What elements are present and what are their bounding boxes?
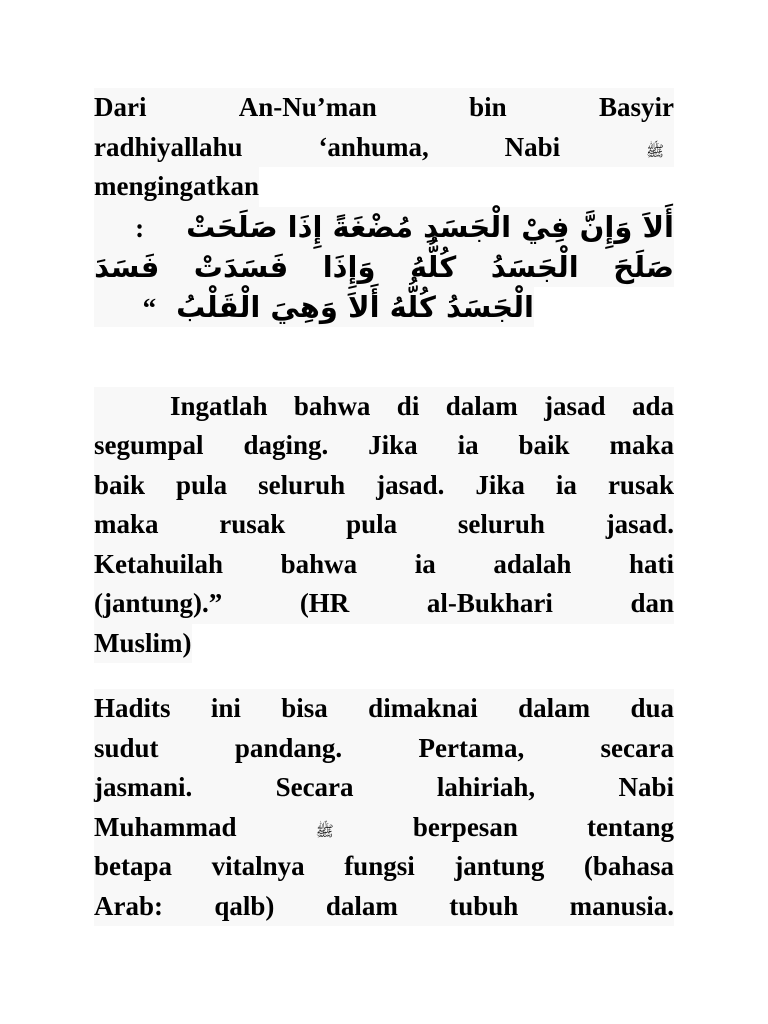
word: Ketahuilah [94,548,224,579]
arabic-line [94,247,674,287]
word: An-Nu’man [238,92,377,122]
word: bahwa [280,548,358,579]
honorific-symbol: ﷺ [645,141,665,160]
text-line [94,545,674,585]
word: pandang. [234,732,343,763]
word: jasad. [605,509,674,539]
word: (jantung).” [94,588,223,618]
word: Nabi [504,131,561,162]
word: dua [630,693,674,723]
word: vitalnya [211,851,305,881]
text-line [94,128,674,168]
word: mengingatkan [94,167,259,207]
paragraph-explanation [94,689,674,926]
word: jasad. [376,469,445,500]
arabic-word: كُلُّهُ [409,249,457,284]
text-line [94,584,674,624]
word: pula [176,469,228,500]
arabic-line [94,287,534,327]
word: dalam [518,693,591,723]
word: jasmani. [94,772,193,802]
word: di [396,390,420,421]
word: lahiriah, [436,772,536,802]
text-line [94,387,674,427]
word: maka [609,430,674,460]
word: berpesan [412,811,518,842]
text-line [94,167,674,207]
arabic-hadith [94,207,674,327]
word: bin [469,92,507,122]
word: ia [414,548,436,579]
word: jantung [454,851,545,881]
word: seluruh [457,509,545,539]
word: baik [94,469,146,500]
word: Basyir [598,92,674,122]
arabic-word: الْجَسَدُ [490,249,579,284]
arabic-word: فَسَدَتْ [193,249,289,284]
word: secara [600,732,674,763]
word: adalah [493,548,572,579]
word: manusia. [569,890,674,921]
word: al-Bukhari [426,588,553,618]
arabic-word: فَسَدَ [94,249,160,284]
word: daging. [243,430,329,460]
arabic-word: صَلَحَ [613,249,674,284]
word: ada [631,390,674,421]
word: Muhammad [94,811,237,842]
word: baik [518,430,570,460]
word: dalam [325,890,398,921]
word: Muslim) [94,624,192,664]
word: Hadits [94,693,171,723]
word: ia [457,430,479,460]
word: radhiyallahu [94,131,243,162]
text-line [94,689,674,729]
word: (bahasa [583,851,674,881]
word: rusak [219,509,286,539]
word: bisa [281,693,328,723]
word: ia [555,469,577,500]
word: qalb) [214,890,275,921]
word: Arab: [94,890,163,921]
word: fungsi [344,851,415,881]
quote-mark: “ [142,292,157,323]
word: Dari [94,92,147,122]
word: dan [630,588,674,618]
text-line [94,426,674,466]
word: dalam [445,390,518,421]
word: tubuh [449,890,519,921]
arabic-word: وَإِذَا [322,249,376,284]
text-line [94,887,674,927]
word: jasad [544,390,606,421]
word: Secara [275,772,354,802]
word: dimaknai [368,693,478,723]
word: bahwa [293,390,371,421]
arabic-line [94,207,674,247]
word: ‘anhuma, [318,131,429,162]
text-line [94,88,674,128]
word: maka [94,509,159,539]
word: hati [628,548,674,579]
word: sudut [94,732,159,763]
arabic-text: أَلاَ وَإِنَّ فِيْ الْجَسَدِ مُضْغَةً إِذَا صَلَحَتْ [186,209,674,244]
text-line [94,624,674,664]
text-line [94,729,674,769]
honorific-symbol: ﷺ [315,821,334,840]
word: rusak [607,469,674,500]
word: Pertama, [418,732,525,763]
arabic-text: الْجَسَدُ كُلُّهُ أَلاَ وَهِيَ الْقَلْبُ [176,289,534,324]
text-line [94,847,674,887]
text-line [94,768,674,808]
word: Jika [475,469,525,500]
text-line [94,505,674,545]
word: segumpal [94,430,204,460]
word: seluruh [258,469,346,500]
word: betapa [94,851,173,881]
text-line [94,466,674,506]
colon: : [135,212,145,243]
text-line [94,808,674,848]
word: tentang [587,811,674,842]
paragraph-translation [94,387,674,664]
word: ini [210,693,241,723]
word: Jika [368,430,418,460]
word: Ingatlah [170,390,268,421]
document-page [94,88,674,926]
word: Nabi [618,772,674,802]
word: pula [346,509,398,539]
word: (HR [299,588,350,618]
